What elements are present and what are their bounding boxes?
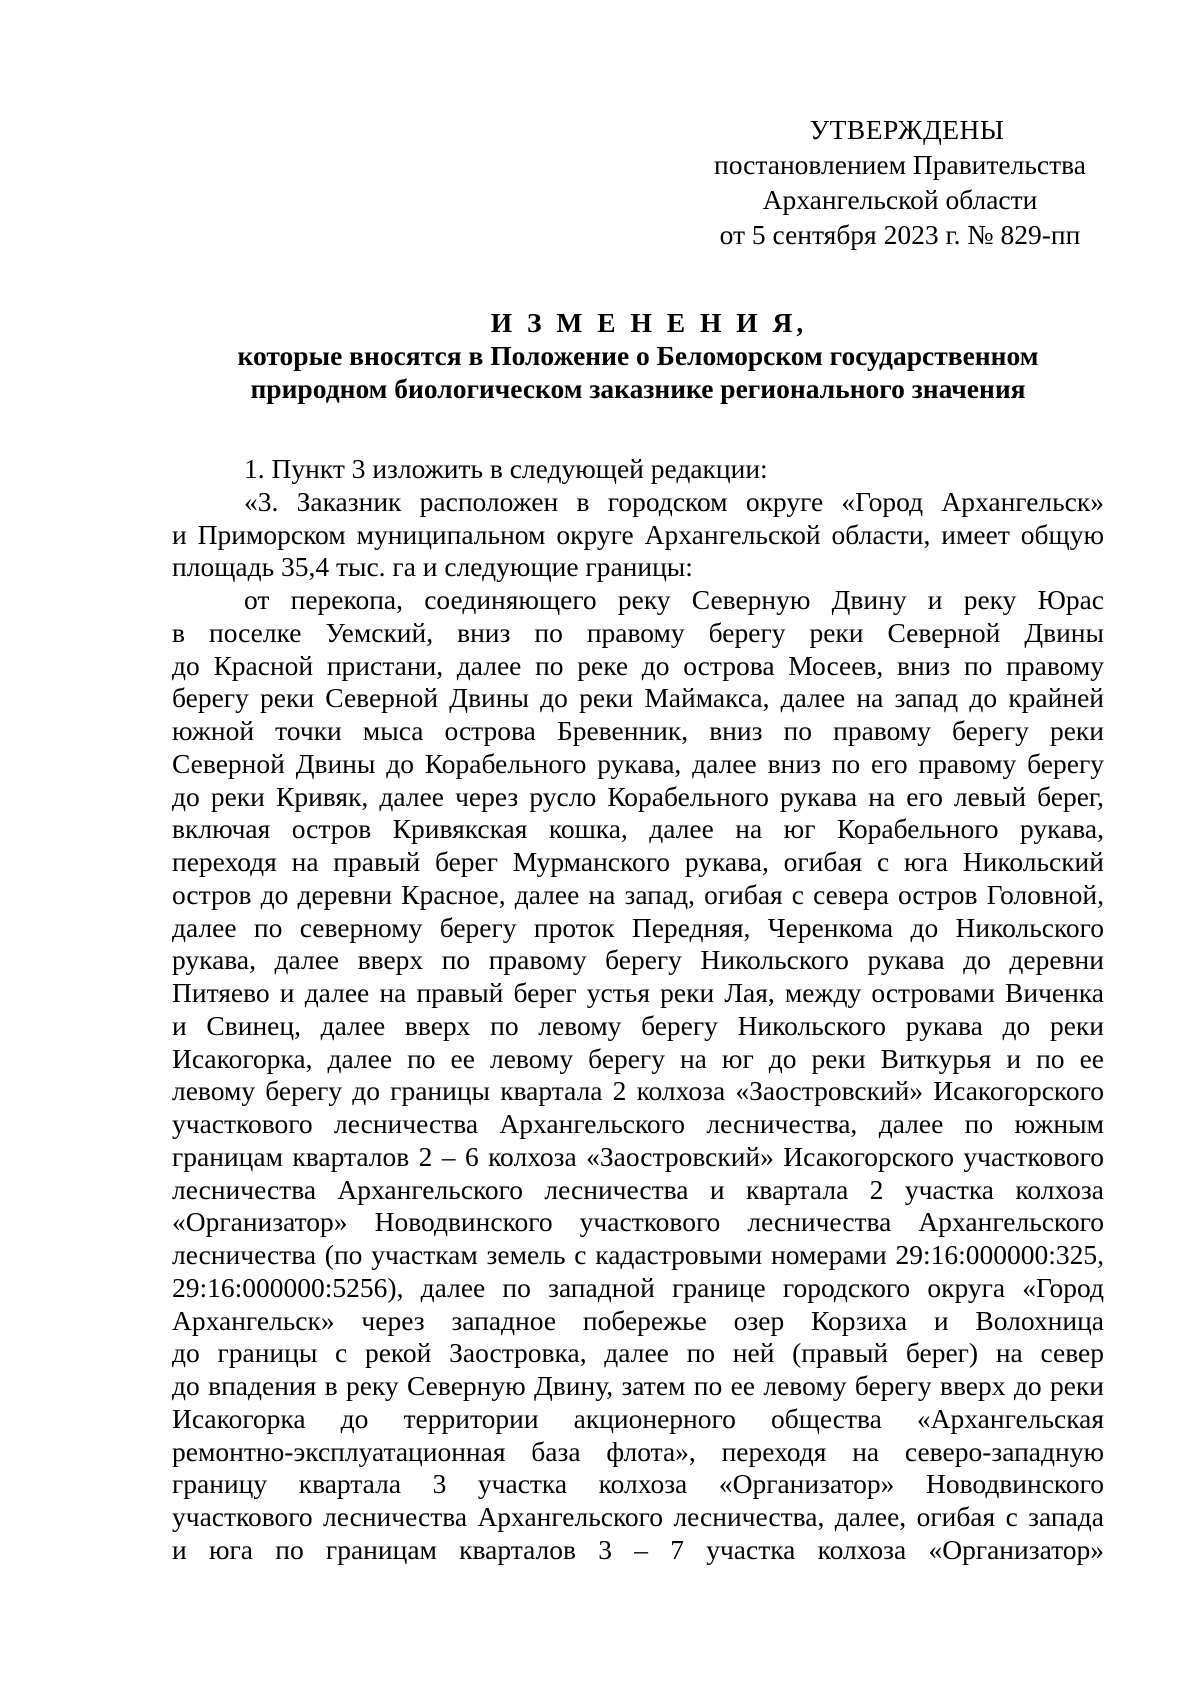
document-subtitle-line-1: которые вносятся в Положение о Беломорском государственном: [237, 340, 1039, 371]
approval-line-2: Архангельской области: [762, 184, 1038, 215]
paragraph-line: и Приморском муниципальном округе Архангельской области, имеет общую: [172, 518, 1104, 550]
document-body: [172, 453, 1104, 1567]
document-title-block: [172, 306, 1104, 405]
paragraph-line: до впадения в реку Северную Двину, затем по ее левому берегу вверх до реки: [172, 1370, 1104, 1401]
paragraph-line: Северной Двины до Корабельного рукава, далее вниз по его правому берегу: [172, 747, 1104, 779]
paragraph-line: 29:16:000000:5256), далее по западной границе городского округа «Город: [172, 1271, 1104, 1303]
paragraph-line: в поселке Уемский, вниз по правому берегу реки Северной Двины: [172, 616, 1104, 648]
paragraph-line: Питяево и далее на правый берег устья реки Лая, между островами Виченка: [172, 977, 1104, 1008]
paragraph-line: участкового лесничества Архангельского лесничества, далее, огибая с запада: [172, 1501, 1104, 1532]
paragraph-line: остров до деревни Красное, далее на запад, огибая с севера остров Головной,: [172, 878, 1104, 910]
paragraph-line: площадь 35,4 тыс. га и следующие границы:: [172, 551, 693, 583]
approval-stamp-block: [700, 112, 1100, 252]
paragraph-line: рукава, далее вверх по правому берегу Никольского рукава до деревни: [172, 944, 1104, 976]
paragraph-line: берегу реки Северной Двины до реки Маймакса, далее на запад до крайней: [172, 682, 1104, 714]
paragraph-line: 1. Пункт 3 изложить в следующей редакции:: [244, 453, 768, 484]
paragraph-line: ремонтно-эксплуатационная база флота», переходя на северо-западную: [172, 1435, 1104, 1467]
paragraph-line: включая остров Кривякская кошка, далее на юг Корабельного рукава,: [172, 813, 1104, 845]
approval-line-3: от 5 сентября 2023 г. № 829-пп: [719, 219, 1081, 250]
paragraph-line: южной точки мыса острова Бревенник, вниз по правому берегу реки: [172, 715, 1104, 746]
paragraph-line: лесничества Архангельского лесничества и квартала 2 участка колхоза: [172, 1173, 1104, 1205]
paragraph-line: Исакогорка до территории акционерного общества «Архангельская: [172, 1402, 1104, 1434]
paragraph-line: границам кварталов 2 – 6 колхоза «Заостровский» Исакогорского участкового: [172, 1140, 1104, 1172]
approval-line-1: постановлением Правительства: [714, 149, 1086, 180]
approval-stamp: УТВЕРЖДЕНЫ: [809, 114, 1005, 145]
paragraph-line: до Красной пристани, далее по реке до острова Мосеев, вниз по правому: [172, 649, 1104, 681]
paragraph-line: до границы с рекой Заостровка, далее по ней (правый берег) на север: [172, 1337, 1104, 1369]
document-heading: И З М Е Н Е Н И Я,: [490, 307, 808, 338]
paragraph-line: участкового лесничества Архангельского лесничества, далее по южным: [172, 1108, 1104, 1139]
paragraph-line: и Свинец, далее вверх по левому берегу Никольского рукава до реки: [172, 1009, 1104, 1041]
paragraph-line: от перекопа, соединяющего реку Северную Двину и реку Юрас: [244, 584, 1104, 615]
paragraph-line: Архангельск» через западное побережье озер Корзиха и Волохница: [172, 1304, 1104, 1336]
paragraph-line: лесничества (по участкам земель с кадастровыми номерами 29:16:000000:325,: [172, 1239, 1104, 1270]
paragraph-line: далее по северному берегу проток Передняя, Черенкома до Никольского: [172, 911, 1104, 943]
paragraph-line: и юга по границам кварталов 3 – 7 участка колхоза «Организатор»: [172, 1533, 1104, 1565]
paragraph-line: левому берегу до границы квартала 2 колхоза «Заостровский» Исакогорского: [172, 1075, 1104, 1107]
document-subtitle-line-2: природном биологическом заказнике регионального значения: [250, 373, 1026, 404]
paragraph-line: Исакогорка, далее по ее левому берегу на юг до реки Виткурья и по ее: [172, 1042, 1104, 1074]
paragraph-line: границу квартала 3 участка колхоза «Организатор» Новодвинского: [172, 1468, 1104, 1500]
paragraph-line: до реки Кривяк, далее через русло Корабельного рукава на его левый берег,: [172, 780, 1104, 812]
paragraph-line: «3. Заказник расположен в городском округе «Город Архангельск»: [244, 485, 1104, 517]
paragraph-line: «Организатор» Новодвинского участкового лесничества Архангельского: [172, 1206, 1104, 1238]
paragraph-line: переходя на правый берег Мурманского рукава, огибая с юга Никольский: [172, 846, 1104, 877]
